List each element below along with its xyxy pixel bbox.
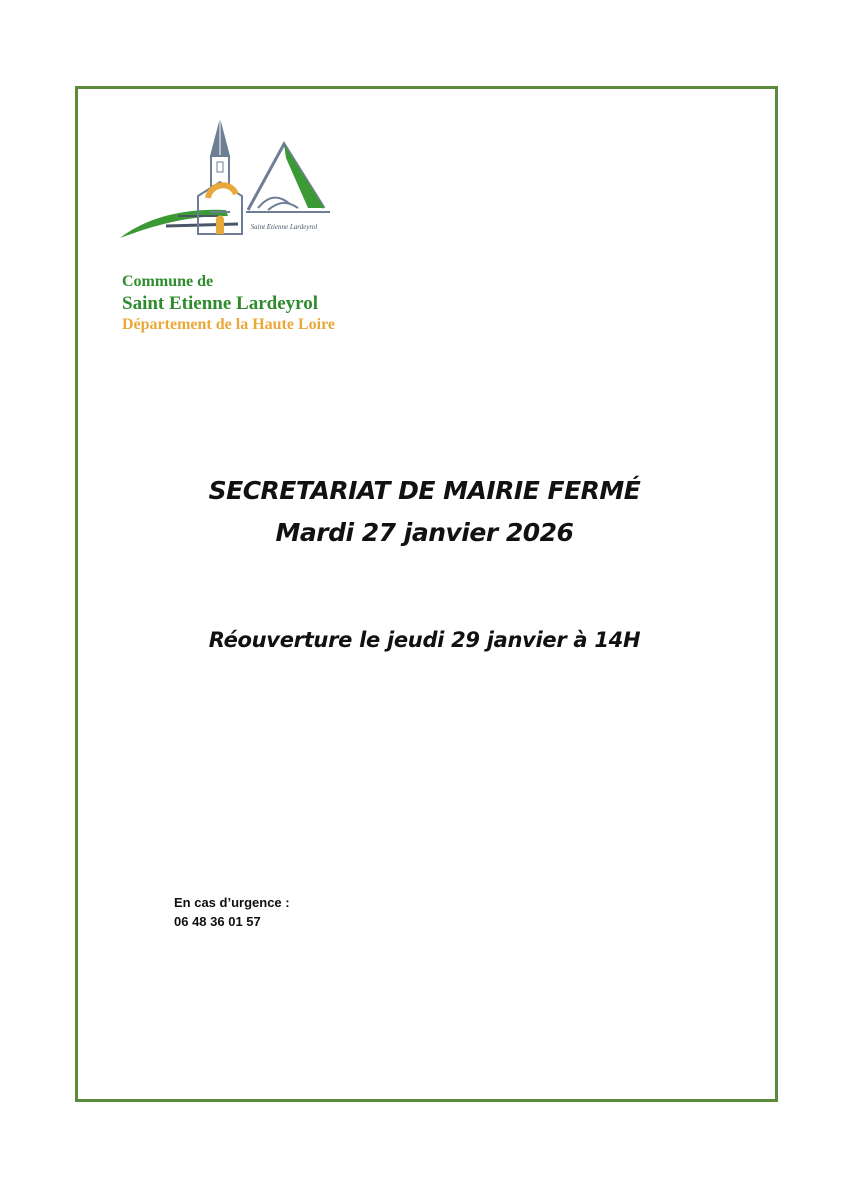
emergency-label: En cas d’urgence : [174, 895, 290, 910]
notice-title: SECRETARIAT DE MAIRIE FERMÉ [208, 476, 641, 505]
logo-caption: Saint Etienne Lardeyrol [250, 223, 318, 231]
church-mountain-logo-icon [118, 112, 330, 244]
commune-name: Saint Etienne Lardeyrol [122, 293, 318, 314]
commune-label: Commune de [122, 273, 214, 290]
emergency-contact [174, 893, 290, 931]
notice-date: Mardi 27 janvier 2026 [275, 518, 574, 547]
emergency-phone[interactable]: 06 48 36 01 57 [174, 914, 261, 929]
reopening-notice: Réouverture le jeudi 29 janvier à 14H [208, 628, 641, 652]
commune-header [122, 274, 335, 333]
commune-logo [118, 112, 330, 244]
department-name: Département de la Haute Loire [122, 316, 335, 333]
